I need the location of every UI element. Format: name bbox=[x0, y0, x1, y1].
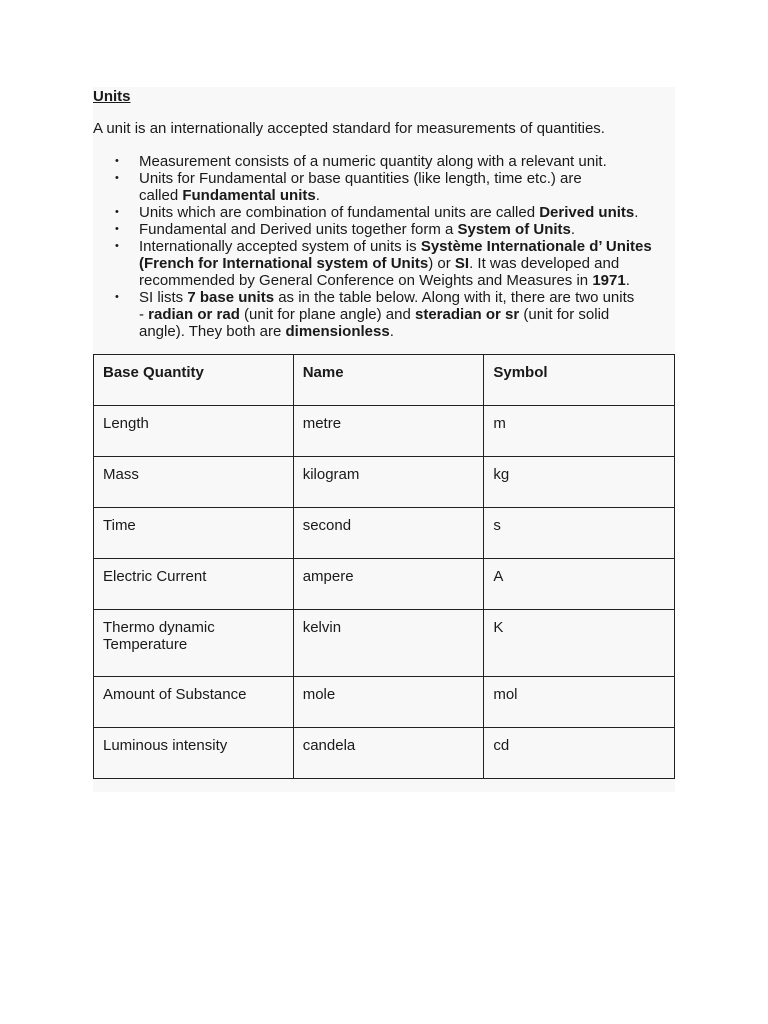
list-item bbox=[139, 153, 675, 170]
header-base-quantity: Base Quantity bbox=[94, 355, 294, 406]
bold-text: Système Internationale d’ Unites bbox=[420, 238, 652, 255]
bold-text: 7 base units bbox=[187, 289, 275, 306]
text: . bbox=[389, 323, 394, 340]
cell-name: metre bbox=[293, 406, 484, 457]
text: angle). They both are bbox=[139, 323, 286, 340]
cell-name: kelvin bbox=[293, 610, 484, 677]
text: (unit for solid bbox=[519, 306, 610, 323]
cell-base-quantity: Length bbox=[94, 406, 294, 457]
list-item bbox=[139, 238, 675, 289]
text: . bbox=[570, 221, 576, 238]
bullet-list bbox=[93, 153, 675, 340]
cell-base-quantity: Electric Current bbox=[94, 559, 294, 610]
table-row bbox=[94, 610, 675, 677]
cell-base-quantity: Thermo dynamic Temperature bbox=[94, 610, 294, 677]
bold-text: SI bbox=[454, 255, 470, 272]
header-name: Name bbox=[293, 355, 484, 406]
cell-symbol: mol bbox=[484, 677, 675, 728]
cell-symbol: kg bbox=[484, 457, 675, 508]
intro-paragraph: A unit is an internationally accepted standard for measurements of quantities. bbox=[93, 120, 605, 137]
list-item bbox=[139, 170, 675, 204]
list-item bbox=[139, 204, 675, 221]
text: Measurement consists of a numeric quantity along with a relevant unit. bbox=[139, 153, 607, 170]
bold-text: Derived units bbox=[539, 204, 635, 221]
text: Internationally accepted system of units is bbox=[139, 238, 421, 255]
cell-name: ampere bbox=[293, 559, 484, 610]
si-base-units-table bbox=[93, 354, 675, 779]
table-row bbox=[94, 406, 675, 457]
cell-symbol: A bbox=[484, 559, 675, 610]
cell-name: second bbox=[293, 508, 484, 559]
cell-base-quantity: Time bbox=[94, 508, 294, 559]
bold-text: 1971 bbox=[592, 272, 626, 289]
cell-base-quantity: Luminous intensity bbox=[94, 728, 294, 779]
table-row bbox=[94, 457, 675, 508]
bold-text: System of Units bbox=[457, 221, 571, 238]
cell-base-quantity: Mass bbox=[94, 457, 294, 508]
text: called bbox=[139, 187, 183, 204]
text: SI lists bbox=[139, 289, 188, 306]
cell-name: mole bbox=[293, 677, 484, 728]
text: (unit for plane angle) and bbox=[239, 306, 415, 323]
table-row bbox=[94, 559, 675, 610]
bold-text: Fundamental units bbox=[182, 187, 316, 204]
header-symbol: Symbol bbox=[484, 355, 675, 406]
table-header-row bbox=[94, 355, 675, 406]
cell-symbol: K bbox=[484, 610, 675, 677]
text: as in the table below. Along with it, there are two units bbox=[274, 289, 635, 306]
cell-name: candela bbox=[293, 728, 484, 779]
list-item bbox=[139, 221, 675, 238]
text: . bbox=[625, 272, 630, 289]
text: Units for Fundamental or base quantities (like length, time etc.) are bbox=[139, 170, 582, 187]
bold-text: dimensionless bbox=[285, 323, 390, 340]
text: - bbox=[139, 306, 149, 323]
bold-text: radian or rad bbox=[148, 306, 240, 323]
bold-text: steradian or sr bbox=[415, 306, 520, 323]
text: . bbox=[315, 187, 320, 204]
text: . bbox=[634, 204, 639, 221]
document-page bbox=[93, 87, 675, 340]
cell-symbol: s bbox=[484, 508, 675, 559]
cell-base-quantity: Amount of Substance bbox=[94, 677, 294, 728]
cell-name: kilogram bbox=[293, 457, 484, 508]
text: recommended by General Conference on Weights and Measures in bbox=[139, 272, 593, 289]
text: ) or bbox=[428, 255, 455, 272]
page-title: Units bbox=[93, 88, 131, 105]
text: Units which are combination of fundamental units are called bbox=[139, 204, 540, 221]
list-item bbox=[139, 289, 675, 340]
text: Fundamental and Derived units together form a bbox=[139, 221, 458, 238]
cell-symbol: cd bbox=[484, 728, 675, 779]
table-row bbox=[94, 508, 675, 559]
cell-symbol: m bbox=[484, 406, 675, 457]
text: . It was developed and bbox=[469, 255, 620, 272]
table-row bbox=[94, 677, 675, 728]
table-row bbox=[94, 728, 675, 779]
bold-text: (French for International system of Units bbox=[139, 255, 429, 272]
